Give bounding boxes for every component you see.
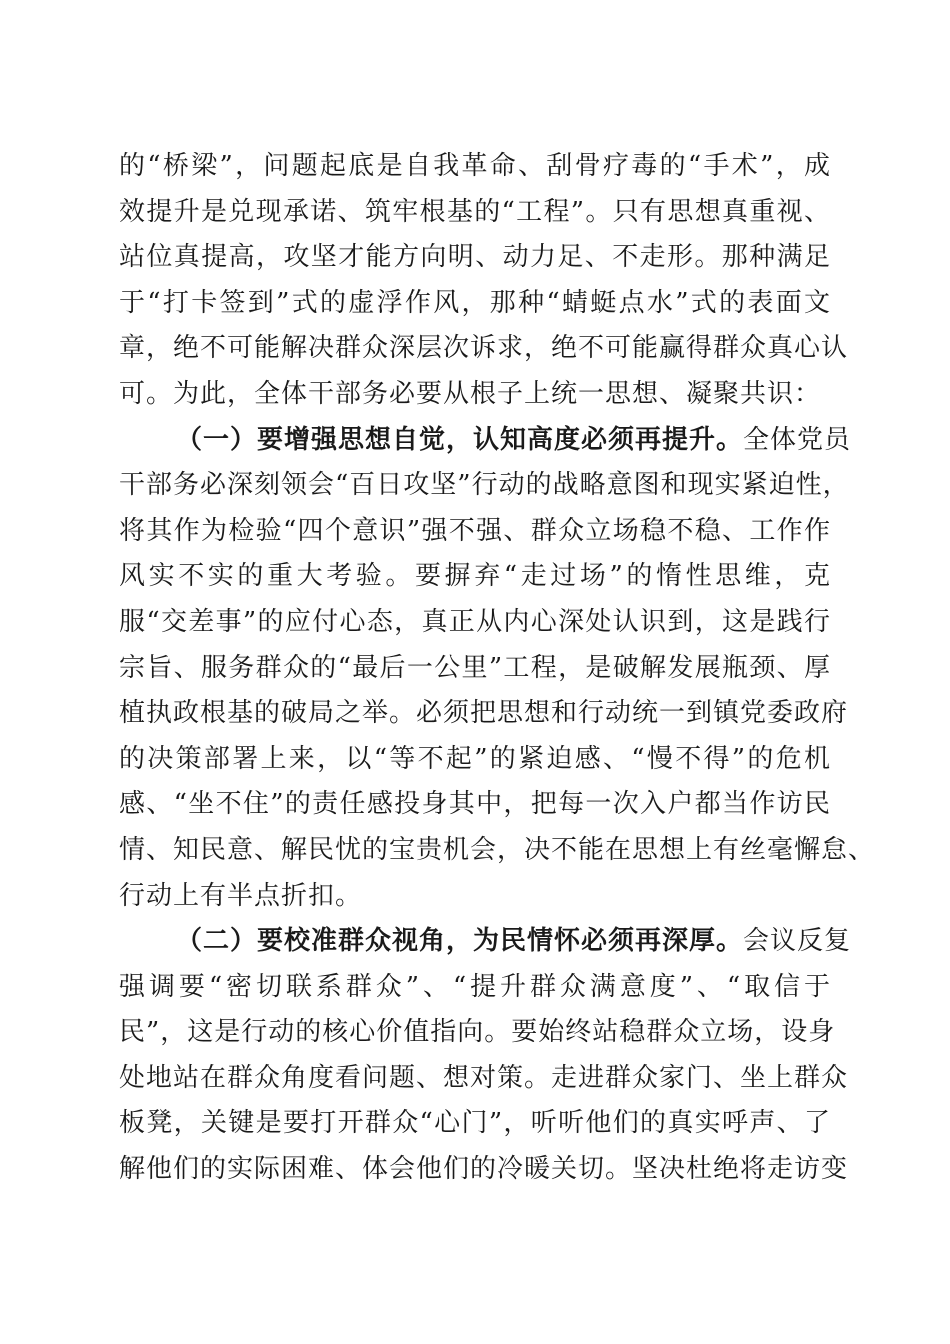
section1-line-7: 的决策部署上来，以“等不起”的紧迫感、“慢不得”的危机: [119, 743, 831, 774]
intro-line-5: 章，绝不可能解决群众深层次诉求，绝不可能赢得群众真心认: [119, 333, 849, 364]
section2-line-5: 解他们的实际困难、体会他们的冷暖关切。坚决杜绝将走访变: [119, 1154, 849, 1185]
section1-line-4: 服“交差事”的应付心态，真正从内心深处认识到，这是践行: [119, 606, 831, 637]
document-body: [119, 144, 876, 1193]
intro-line-2: 效提升是兑现承诺、筑牢根基的“工程”。只有思想真重视、: [119, 196, 831, 227]
section1-first-line-rest: 全体党员: [743, 424, 852, 455]
intro-line-3: 站位真提高，攻坚才能方向明、动力足、不走形。那种满足: [119, 242, 831, 273]
section2-line-2: 民”，这是行动的核心价值指向。要始终站稳群众立场，设身: [119, 1017, 836, 1048]
section1-line-6: 植执政根基的破局之举。必须把思想和行动统一到镇党委政府: [119, 698, 849, 729]
section1-line-5: 宗旨、服务群众的“最后一公里”工程，是破解发展瓶颈、厚: [119, 652, 831, 683]
section2-line-1: 强调要“密切联系群众”、“提升群众满意度”、“取信于: [119, 971, 831, 1002]
section1-heading: （一）要增强思想自觉，认知高度必须再提升。: [176, 424, 744, 455]
section1-line-10: 行动上有半点折扣。: [119, 880, 363, 911]
section2-first-line-rest: 会议反复: [743, 926, 852, 957]
intro-line-1: 的“桥梁”，问题起底是自我革命、刮骨疗毒的“手术”，成: [119, 151, 831, 181]
section2-heading: （二）要校准群众视角，为民情怀必须再深厚。: [176, 926, 744, 957]
section1-line-1: 干部务必深刻领会“百日攻坚”行动的战略意图和现实紧迫性，: [119, 470, 850, 501]
section1-line-3: 风实不实的重大考验。要摒弃“走过场”的惰性思维，克: [119, 561, 831, 592]
section1-line-9: 情、知民意、解民忧的宝贵机会，决不能在思想上有丝毫懈怠、: [119, 834, 876, 865]
intro-line-4: 于“打卡签到”式的虚浮作风，那种“蜻蜓点水”式的表面文: [119, 287, 831, 318]
section1-line-2: 将其作为检验“四个意识”强不强、群众立场稳不稳、工作作: [119, 515, 831, 546]
section1-first-line: [119, 418, 852, 464]
section2-first-line: [119, 919, 852, 965]
section2-line-3: 处地站在群众角度看问题、想对策。走进群众家门、坐上群众: [119, 1062, 849, 1093]
section1-line-8: 感、“坐不住”的责任感投身其中，把每一次入户都当作访民: [119, 789, 831, 820]
section2-line-4: 板凳，关键是要打开群众“心门”，听听他们的真实呼声、了: [119, 1108, 831, 1139]
intro-line-6: 可。为此，全体干部务必要从根子上统一思想、凝聚共识：: [119, 378, 822, 409]
